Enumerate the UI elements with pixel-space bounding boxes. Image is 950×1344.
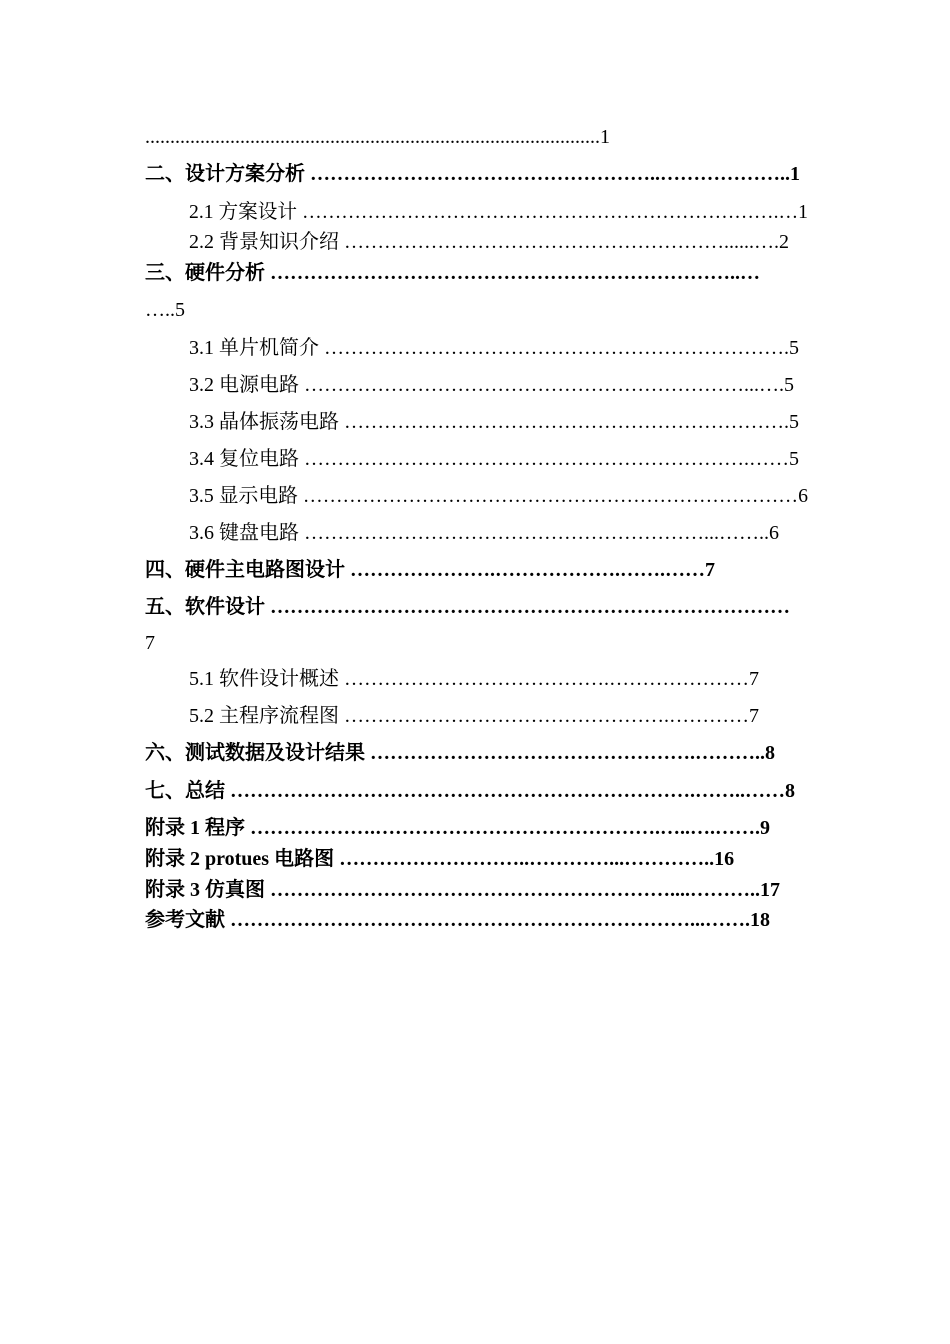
toc-entry-section-3-1[interactable]: 3.1 单片机简介 …………………………………………………………….5 [189,337,799,359]
toc-entry-chapter-7[interactable]: 七、总结 …………………………………………………………….……..……8 [145,780,795,802]
toc-entry-appendix-3[interactable]: 附录 3 仿真图 ……………………………………………………....………..17 [145,879,780,901]
toc-entry-appendix-2[interactable]: 附录 2 protues 电路图 ………………………..…………...…………..16 [145,848,735,870]
toc-entry-section-3-3[interactable]: 3.3 晶体振荡电路 ………………………………………………………….5 [189,411,799,433]
toc-entry-chapter-3-page: …..5 [145,299,185,321]
toc-entry-chapter-4[interactable]: 四、硬件主电路图设计 ………………….……………….…….……7 [145,559,715,581]
toc-entry-section-2-2[interactable]: 2.2 背景知识介绍 …………………………………………………......….2 [189,231,789,253]
toc-entry-references[interactable]: 参考文献 ……………………………………………………………...…….18 [145,909,770,931]
toc-entry-continuation: ...........................................................................................1 [145,126,610,148]
toc-entry-section-3-2[interactable]: 3.2 电源电路 …………………………………………………………...….5 [189,374,794,396]
toc-entry-appendix-1[interactable]: 附录 1 程序 ……………….…………………………………….…..….…….9 [145,817,770,839]
toc-entry-chapter-6[interactable]: 六、测试数据及设计结果 ………………………………………….………..8 [145,742,775,764]
toc-entry-section-3-5[interactable]: 3.5 显示电路 …………………………………………………………………6 [189,485,808,507]
toc-entry-section-2-1[interactable]: 2.1 方案设计 ……………………………………………………………….…1 [189,201,808,223]
toc-entry-section-5-1[interactable]: 5.1 软件设计概述 ………………………………….…………………7 [189,668,759,690]
toc-entry-chapter-3[interactable]: 三、硬件分析 ……………………………………………………………..… [145,262,760,284]
toc-entry-chapter-5[interactable]: 五、软件设计 …………………………………………………………………… [145,596,790,618]
toc-entry-section-5-2[interactable]: 5.2 主程序流程图 ………………………………………….…………7 [189,705,759,727]
toc-entry-chapter-5-page: 7 [145,632,155,654]
toc-entry-section-3-4[interactable]: 3.4 复位电路 ………………………………………………………….……5 [189,448,799,470]
toc-entry-section-3-6[interactable]: 3.6 键盘电路 ……………………………………………………...……..6 [189,522,779,544]
toc-entry-chapter-2[interactable]: 二、设计方案分析 ……………………………………………..………………..1 [145,163,800,185]
